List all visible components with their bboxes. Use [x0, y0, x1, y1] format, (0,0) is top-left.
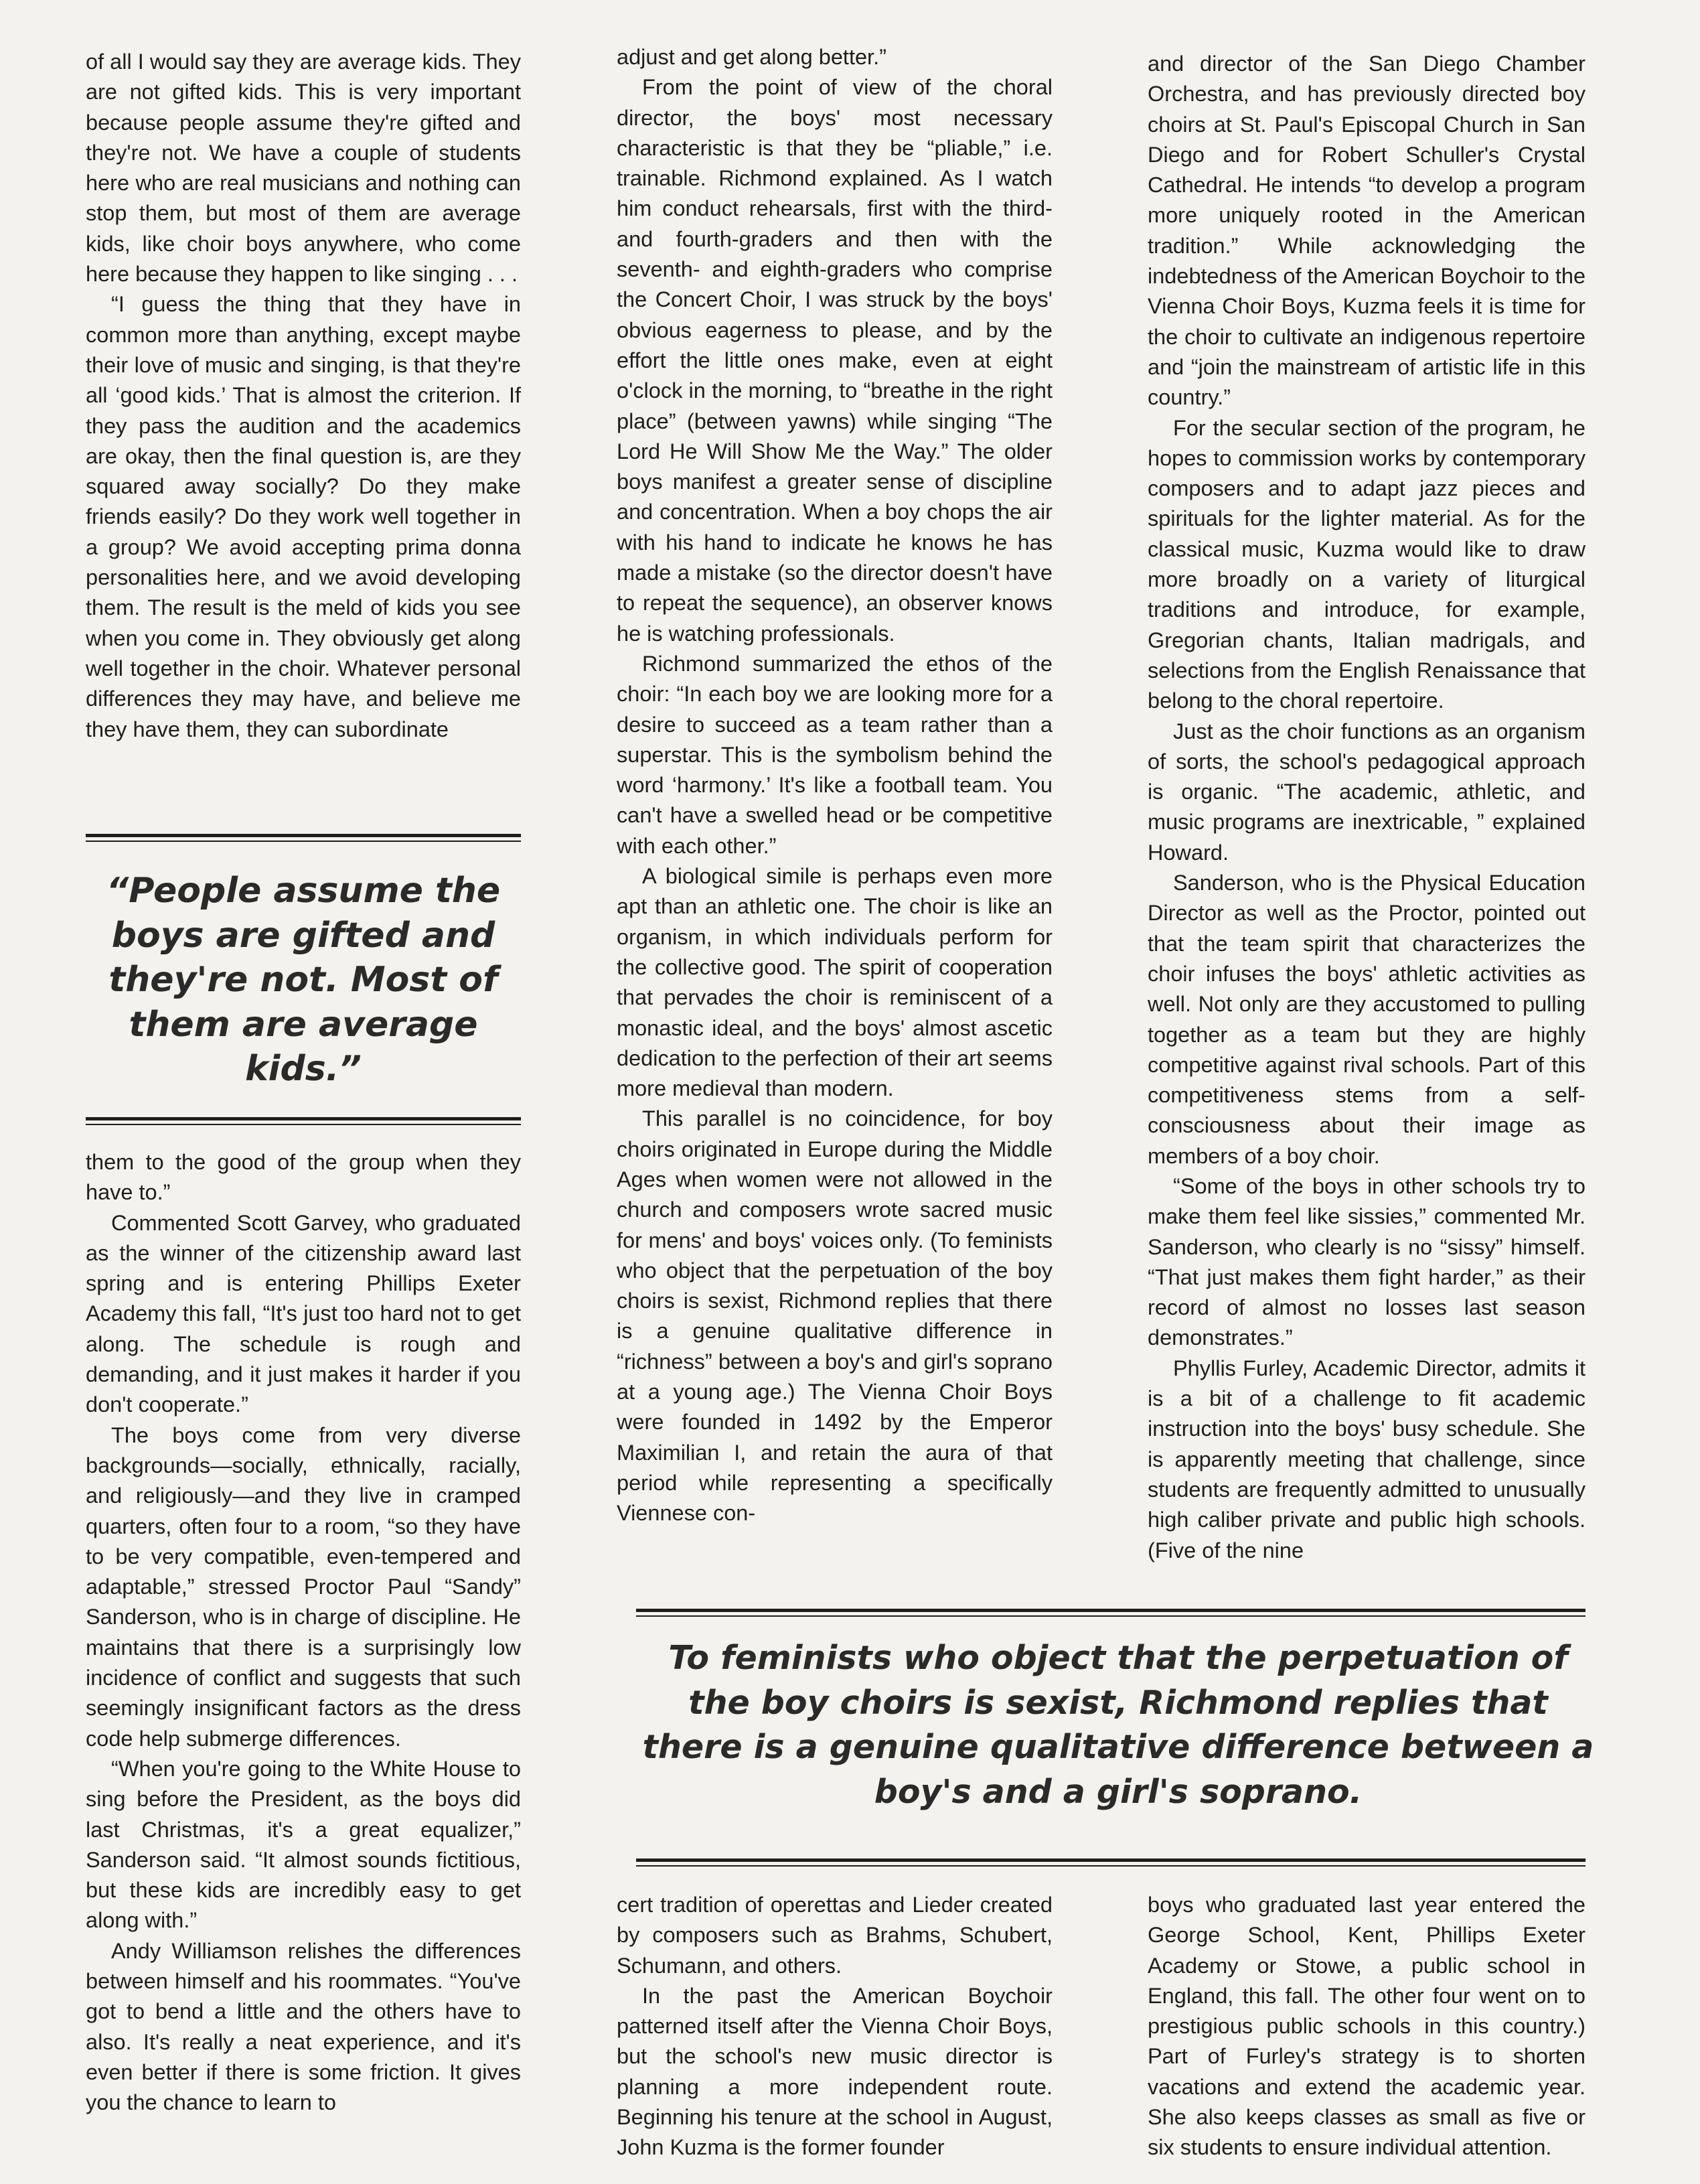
paragraph: Richmond summarized the ethos of the choir: “In each boy we are looking more for a desire to succeed as a team rather than a superstar. This is the symbolism behind the word ‘harmony.’ It's like a football team. You can't have a swelled head or be competitive with each other.” — [617, 651, 1053, 858]
rule-divider — [636, 1859, 1586, 1867]
rule-divider — [86, 1117, 521, 1125]
pull-quote: “People assume the boys are gifted and they're not. Most of them are average kids.” — [106, 871, 501, 1089]
paragraph: For the secular section of the program, he hopes to commission works by contemporary composers and to adapt jazz pieces and spirituals for the lighter material. As for the classical music, Kuzma would like to draw more broadly on a variety of liturgical traditions and introduce, for example, Gregorian chants, Italian madrigals, and selections from the English Renaissance that belong to the choral repertoire. — [1148, 415, 1586, 713]
paragraph: adjust and get along better.” — [617, 45, 886, 69]
rule-divider — [636, 1609, 1586, 1617]
column-3-top — [1148, 49, 1586, 1566]
paragraph: Just as the choir functions as an organism of sorts, the school's pedagogical approach is organic. “The academic, athletic, and music programs are inextricable, ” explained Howard. — [1148, 719, 1586, 865]
paragraph: “Some of the boys in other schools try to make them feel like sissies,” commented Mr. Sanderson, who clearly is no “sissy” himself. “That just makes them fight harder,” as their record of almost no losses last season demonstrates.” — [1148, 1173, 1586, 1350]
paragraph: and director of the San Diego Chamber Orchestra, and has previously directed boy choirs at St. Paul's Episcopal Church in San Diego and for Robert Schuller's Crystal Cathedral. He intends “to develop a program more uniquely rooted in the American tradition.” While acknowledging the indebtedness of the American Boychoir to the Vienna Choir Boys, Kuzma feels it is time for the choir to cultivate an indigenous repertoire and “join the mainstream of artistic life in this country.” — [1148, 52, 1586, 410]
column-2-top — [617, 42, 1053, 1529]
paragraph: Phyllis Furley, Academic Director, admits it is a bit of a challenge to fit academic instruction into the boys' busy schedule. She is apparently meeting that challenge, since students are frequently admitted to unusually high caliber private and public high schools. (Five of the nine — [1148, 1356, 1586, 1562]
rule-divider — [86, 834, 521, 842]
paragraph: From the point of view of the choral director, the boys' most necessary characteristic is that they be “pliable,” i.e. trainable. Richmond explained. As I watch him conduct rehearsals, first with the third- and fourth-graders and then with the seventh- and eighth-graders who comprise the Concert Choir, I was struck by the boys' obvious eagerness to please, and by the effort the little ones make, even at eight o'clock in the morning, to “breathe in the right place” (between yawns) while singing “The Lord He Will Show Me the Way.” The older boys manifest a greater sense of discipline and concentration. When a boy chops the air with his hand to indicate he knows he has made a mistake (so the director doesn't have to repeat the sequence), an observer knows he is watching professionals. — [617, 75, 1053, 646]
paragraph: This parallel is no coincidence, for boy choirs originated in Europe during the Middle Ages when women were not allowed in the church and composers wrote sacred music for mens' and boys' voices only. (To feminists who object that the perpetuation of the boy choirs is sexist, Richmond replies that there is a genuine qualitative difference in “richness” between a boy's and girl's soprano at a young age.) The Vienna Choir Boys were founded in 1492 by the Emperor Maximilian I, and retain the aura of that period while representing a specifically Viennese con- — [617, 1106, 1053, 1526]
paragraph: Andy Williamson relishes the differences between himself and his roommates. “You've got to bend a little and the others have to also. It's really a neat experience, and it's even better if there is some friction. It gives you the chance to learn to — [86, 1938, 521, 2115]
column-3-bottom — [1148, 1890, 1586, 2163]
paragraph: them to the good of the group when they have to.” — [86, 1150, 521, 1205]
paragraph: “When you're going to the White House to sing before the President, as the boys did last Christmas, it's a great equalizer,” Sanderson said. “It almost sounds fictitious, but these kids are incredibly easy to get along with.” — [86, 1756, 521, 1933]
paragraph: Commented Scott Garvey, who graduated as the winner of the citizenship award last spring and is entering Phillips Exeter Academy this fall, “It's just too hard not to get along. The schedule is rough and demanding, and it just makes it harder if you don't cooperate.” — [86, 1210, 521, 1417]
paragraph: of all I would say they are average kids. They are not gifted kids. This is very important because people assume they're gifted and they're not. We have a couple of students here who are real musicians and nothing can stop them, but most of them are average kids, like choir boys anywhere, who come here because they happen to like singing . . . — [86, 50, 521, 287]
paragraph: The boys come from very diverse backgrounds—socially, ethnically, racially, and religiously—and they live in cramped quarters, often four to a room, “so they have to be very compatible, even-tempered and adaptable,” stressed Proctor Paul “Sandy” Sanderson, who is in charge of discipline. He maintains that there is a surprisingly low incidence of conflict and suggests that such seemingly insignificant factors as the dress code help submerge differences. — [86, 1423, 521, 1751]
paragraph: A biological simile is perhaps even more apt than an athletic one. The choir is like an organism, in which individuals perform for the collective good. The spirit of cooperation that pervades the choir is reminiscent of a monastic ideal, and the boys' almost ascetic dedication to the perfection of their art seems more medieval than modern. — [617, 864, 1053, 1101]
paragraph: “I guess the thing that they have in common more than anything, except maybe their love of music and singing, is that they're all ‘good kids.’ That is almost the criterion. If they pass the audition and the academics are okay, then the final question is, are they squared away socially? Do they make friends easily? Do they work well together in a group? We avoid accepting prima donna personalities here, and we avoid developing them. The result is the meld of kids you see when you come in. They obviously get along well together in the choir. Whatever personal differences they may have, and believe me they have them, they can subordinate — [86, 292, 521, 741]
column-1-bottom — [86, 1147, 521, 2118]
column-2-bottom — [617, 1890, 1053, 2163]
pull-quote: To feminists who object that the perpetuation of the boy choirs is sexist, Richmond replies that there is a genuine qualitative difference between a boy's and a girl's soprano. — [642, 1639, 1594, 1811]
paragraph: boys who graduated last year entered the George School, Kent, Phillips Exeter Academy or Stowe, a public school in England, this fall. The other four went on to prestigious public schools in this country.) Part of Furley's strategy is to shorten vacations and extend the academic year. She also keeps classes as small as five or six students to ensure individual attention. — [1148, 1893, 1586, 2160]
column-1-top — [86, 47, 521, 745]
paragraph: In the past the American Boychoir patterned itself after the Vienna Choir Boys, but the school's new music director is planning a more independent route. Beginning his tenure at the school in August, John Kuzma is the former founder — [617, 1983, 1053, 2160]
paragraph: cert tradition of operettas and Lieder created by composers such as Brahms, Schubert, Schumann, and others. — [617, 1893, 1053, 1978]
paragraph: Sanderson, who is the Physical Education Director as well as the Proctor, pointed out that the team spirit that characterizes the choir infuses the boys' athletic activities as well. Not only are they accustomed to pulling together as a team but they are highly competitive against rival schools. Part of this competitiveness stems from a self-consciousness about their image as members of a boy choir. — [1148, 871, 1586, 1168]
